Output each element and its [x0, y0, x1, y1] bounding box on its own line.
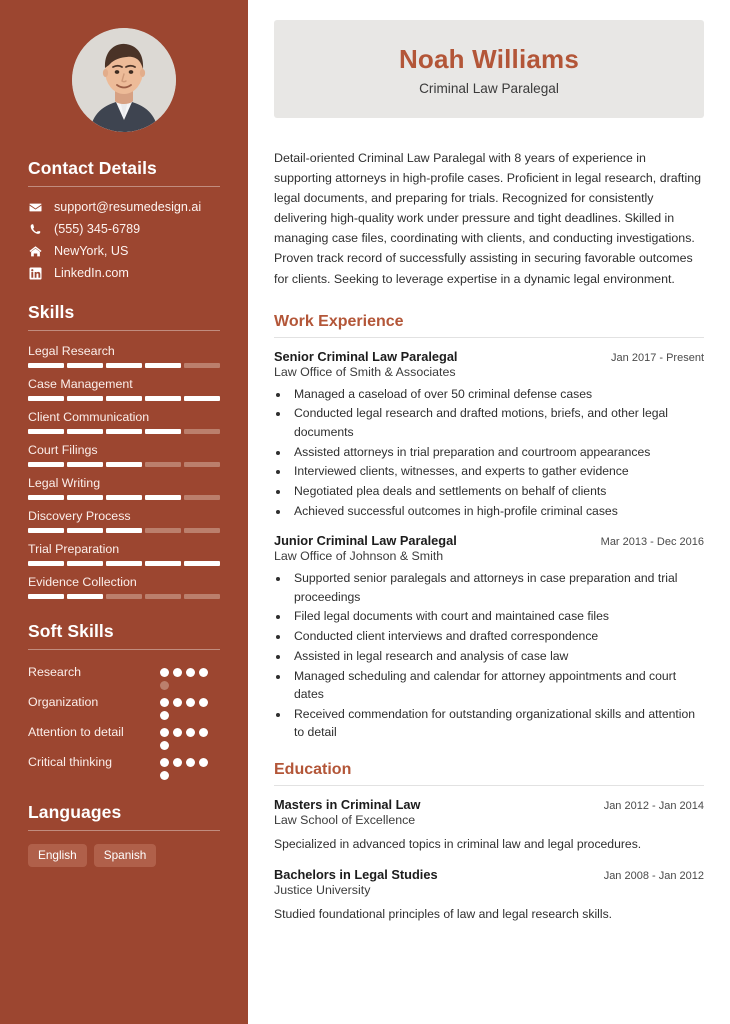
- skill-level-bar: [28, 363, 220, 368]
- skill-level-segment: [145, 528, 181, 533]
- skill-level-segment: [28, 363, 64, 368]
- skill-level-bar: [28, 528, 220, 533]
- skill-level-segment: [184, 429, 220, 434]
- skill-label: Legal Writing: [28, 476, 101, 490]
- skill-level-segment: [145, 561, 181, 566]
- responsibility-item: • Received commendation for outstanding organizational skills and attention to detail: [290, 705, 704, 742]
- page-title: Noah Williams: [398, 44, 580, 74]
- skill-level-segment: [106, 561, 142, 566]
- skill-label: Court Filings: [28, 443, 98, 457]
- soft-skill-item: [28, 663, 220, 690]
- soft-skill-label: Critical thinking: [28, 755, 113, 769]
- job-date-range: Mar 2013 - Dec 2016: [600, 536, 704, 549]
- soft-skill-item: [28, 753, 220, 780]
- skill-level-bar: [28, 396, 220, 401]
- education-list: [274, 797, 704, 924]
- responsibility-item: • Conducted client interviews and drafted correspondence: [290, 627, 704, 645]
- divider: [274, 785, 704, 786]
- education-description: Specialized in advanced topics in criminal law and legal procedures.: [274, 837, 642, 852]
- skill-level-bar: [28, 429, 220, 434]
- languages-list: [28, 844, 220, 867]
- soft-skill-label: Attention to detail: [28, 725, 124, 739]
- responsibility-item: • Managed scheduling and calendar for attorney appointments and court dates: [290, 667, 704, 704]
- skill-item: [28, 575, 220, 599]
- rating-dot: [186, 758, 195, 767]
- skill-level-segment: [67, 495, 103, 500]
- avatar-illustration: [72, 28, 176, 132]
- skill-level-bar: [28, 594, 220, 599]
- skill-level-segment: [106, 495, 142, 500]
- job-title: Criminal Law Paralegal: [419, 81, 559, 96]
- responsibility-item: • Negotiated plea deals and settlements on behalf of clients: [290, 482, 704, 500]
- language-badge: English: [28, 844, 87, 867]
- skills-heading: Skills: [28, 302, 75, 322]
- rating-dot: [199, 698, 208, 707]
- work-experience-heading: Work Experience: [274, 312, 404, 330]
- skill-level-segment: [106, 594, 142, 599]
- skill-label: Legal Research: [28, 344, 115, 358]
- education-section: [274, 761, 704, 924]
- skill-label: Client Communication: [28, 410, 150, 424]
- divider: [28, 649, 220, 650]
- skill-label: Trial Preparation: [28, 542, 120, 556]
- responsibility-item: • Assisted attorneys in trial preparation and courtroom appearances: [290, 443, 704, 461]
- soft-skills-list: [28, 663, 220, 780]
- rating-dot: [199, 758, 208, 767]
- rating-dot: [160, 771, 169, 780]
- contact-item-linkedin[interactable]: [28, 266, 220, 280]
- skill-level-segment: [28, 528, 64, 533]
- soft-skill-item: [28, 693, 220, 720]
- job-date-range: Jan 2017 - Present: [611, 351, 704, 364]
- job-position-title: Senior Criminal Law Paralegal: [274, 348, 458, 364]
- skill-level-segment: [28, 561, 64, 566]
- skill-level-segment: [67, 396, 103, 401]
- skill-level-segment: [106, 429, 142, 434]
- institution-name: Law School of Excellence: [274, 813, 416, 828]
- responsibility-item: • Conducted legal research and drafted motions, briefs, and other legal documents: [290, 404, 704, 441]
- rating-dot: [173, 698, 182, 707]
- soft-skill-label: Organization: [28, 695, 99, 709]
- soft-skill-item: [28, 723, 220, 750]
- skill-item: [28, 410, 220, 434]
- rating-dot: [199, 728, 208, 737]
- rating-dot: [160, 711, 169, 720]
- responsibility-item: • Interviewed clients, witnesses, and experts to gather evidence: [290, 462, 704, 480]
- skill-label: Discovery Process: [28, 509, 131, 523]
- responsibility-item: • Filed legal documents with court and maintained case files: [290, 607, 704, 625]
- soft-skill-rating: [160, 753, 220, 780]
- divider: [28, 330, 220, 331]
- responsibility-item: • Assisted in legal research and analysis of case law: [290, 647, 704, 665]
- employer-name: Law Office of Johnson & Smith: [274, 549, 444, 564]
- skill-level-segment: [106, 528, 142, 533]
- skill-level-segment: [145, 429, 181, 434]
- item-header: [274, 797, 704, 812]
- item-header: [274, 867, 704, 882]
- skill-level-segment: [184, 495, 220, 500]
- institution-name: Justice University: [274, 883, 371, 898]
- skill-item: [28, 542, 220, 566]
- avatar: [72, 28, 176, 132]
- skills-list: [28, 344, 220, 599]
- contact-value-linkedin: LinkedIn.com: [54, 266, 129, 280]
- rating-dot: [160, 741, 169, 750]
- divider: [274, 337, 704, 338]
- rating-dot: [173, 728, 182, 737]
- responsibility-item: • Managed a caseload of over 50 criminal defense cases: [290, 385, 704, 403]
- education-item: [274, 867, 704, 924]
- main-content: [248, 0, 730, 1024]
- languages-section: [28, 802, 220, 867]
- contact-value-email: support@resumedesign.ai: [54, 200, 202, 214]
- rating-dot: [160, 668, 169, 677]
- contact-value-phone: (555) 345-6789: [54, 222, 141, 236]
- skill-level-segment: [106, 363, 142, 368]
- skill-level-bar: [28, 495, 220, 500]
- responsibility-item: • Achieved successful outcomes in high-profile criminal cases: [290, 502, 704, 520]
- skill-level-segment: [145, 363, 181, 368]
- contact-details-heading: Contact Details: [28, 158, 157, 178]
- contact-item-phone[interactable]: [28, 222, 220, 236]
- skill-label: Evidence Collection: [28, 575, 137, 589]
- skill-level-segment: [28, 495, 64, 500]
- item-header: [274, 349, 704, 364]
- skill-level-segment: [145, 462, 181, 467]
- rating-dot: [160, 681, 169, 690]
- rating-dot: [186, 698, 195, 707]
- skill-level-segment: [184, 462, 220, 467]
- skill-level-segment: [67, 594, 103, 599]
- degree-title: Bachelors in Legal Studies: [274, 867, 438, 883]
- skill-level-segment: [184, 528, 220, 533]
- home-icon: [28, 245, 43, 258]
- name-card: [274, 20, 704, 118]
- skill-level-segment: [67, 462, 103, 467]
- education-date-range: Jan 2012 - Jan 2014: [603, 800, 704, 813]
- skill-label: Case Management: [28, 377, 133, 391]
- skill-item: [28, 344, 220, 368]
- skill-item: [28, 443, 220, 467]
- skill-level-segment: [67, 429, 103, 434]
- skill-item: [28, 377, 220, 401]
- contact-item-location[interactable]: [28, 244, 220, 258]
- rating-dot: [160, 728, 169, 737]
- skill-item: [28, 476, 220, 500]
- contact-details-section: [28, 158, 220, 280]
- skill-level-segment: [106, 462, 142, 467]
- skill-level-segment: [184, 594, 220, 599]
- language-badge: Spanish: [94, 844, 157, 867]
- work-experience-item: [274, 533, 704, 741]
- soft-skills-heading: Soft Skills: [28, 621, 114, 641]
- professional-summary: Detail-oriented Criminal Law Paralegal with 8 years of experience in supporting attorneys in high-profile cases. Proficient in legal research, drafting legal documents, and preparing for trials. Recognized for consistently delivering high-quality work under pressure and tight deadlines. Skilled in managing case files, coordinating with clients, and conducting investigations. Proven track record of successfully assisting in securing favorable outcomes for clients. Seeking to leverage expertise in a dynamic legal environment.: [274, 151, 702, 286]
- rating-dot: [173, 758, 182, 767]
- rating-dot: [199, 668, 208, 677]
- skills-section: [28, 302, 220, 599]
- degree-title: Masters in Criminal Law: [274, 797, 421, 813]
- rating-dot: [186, 668, 195, 677]
- linkedin-icon: [28, 267, 43, 280]
- skill-level-segment: [106, 396, 142, 401]
- rating-dot: [186, 728, 195, 737]
- work-experience-section: [274, 313, 704, 742]
- skill-level-segment: [145, 594, 181, 599]
- skill-level-segment: [145, 495, 181, 500]
- contact-item-email[interactable]: [28, 200, 220, 214]
- divider: [28, 830, 220, 831]
- rating-dot: [160, 758, 169, 767]
- sidebar: [0, 0, 248, 1024]
- skill-level-bar: [28, 462, 220, 467]
- profile-photo-wrapper: [28, 28, 220, 132]
- education-date-range: Jan 2008 - Jan 2012: [603, 870, 704, 883]
- contact-value-location: NewYork, US: [54, 244, 129, 258]
- education-item: [274, 797, 704, 854]
- skill-level-segment: [28, 594, 64, 599]
- job-position-title: Junior Criminal Law Paralegal: [274, 533, 457, 549]
- rating-dot: [173, 668, 182, 677]
- skill-level-segment: [184, 396, 220, 401]
- skill-level-bar: [28, 561, 220, 566]
- responsibility-list: [290, 385, 704, 521]
- rating-dot: [160, 698, 169, 707]
- responsibility-item: • Supported senior paralegals and attorneys in case preparation and trial proceedings: [290, 569, 704, 606]
- education-heading: Education: [274, 761, 352, 779]
- skill-level-segment: [67, 363, 103, 368]
- skill-item: [28, 509, 220, 533]
- soft-skill-label: Research: [28, 665, 82, 679]
- phone-icon: [28, 223, 43, 236]
- skill-level-segment: [67, 561, 103, 566]
- skill-level-segment: [184, 363, 220, 368]
- skill-level-segment: [28, 462, 64, 467]
- education-description: Studied foundational principles of law and legal research skills.: [274, 907, 613, 922]
- skill-level-segment: [28, 429, 64, 434]
- divider: [28, 186, 220, 187]
- soft-skills-section: [28, 621, 220, 780]
- skill-level-segment: [184, 561, 220, 566]
- employer-name: Law Office of Smith & Associates: [274, 364, 456, 379]
- work-experience-item: [274, 349, 704, 521]
- item-header: [274, 533, 704, 548]
- work-experience-list: [274, 349, 704, 742]
- soft-skill-rating: [160, 693, 220, 720]
- skill-level-segment: [145, 396, 181, 401]
- languages-heading: Languages: [28, 802, 122, 822]
- skill-level-segment: [28, 396, 64, 401]
- envelope-icon: [28, 201, 43, 214]
- soft-skill-rating: [160, 663, 220, 690]
- responsibility-list: [290, 569, 704, 741]
- skill-level-segment: [67, 528, 103, 533]
- soft-skill-rating: [160, 723, 220, 750]
